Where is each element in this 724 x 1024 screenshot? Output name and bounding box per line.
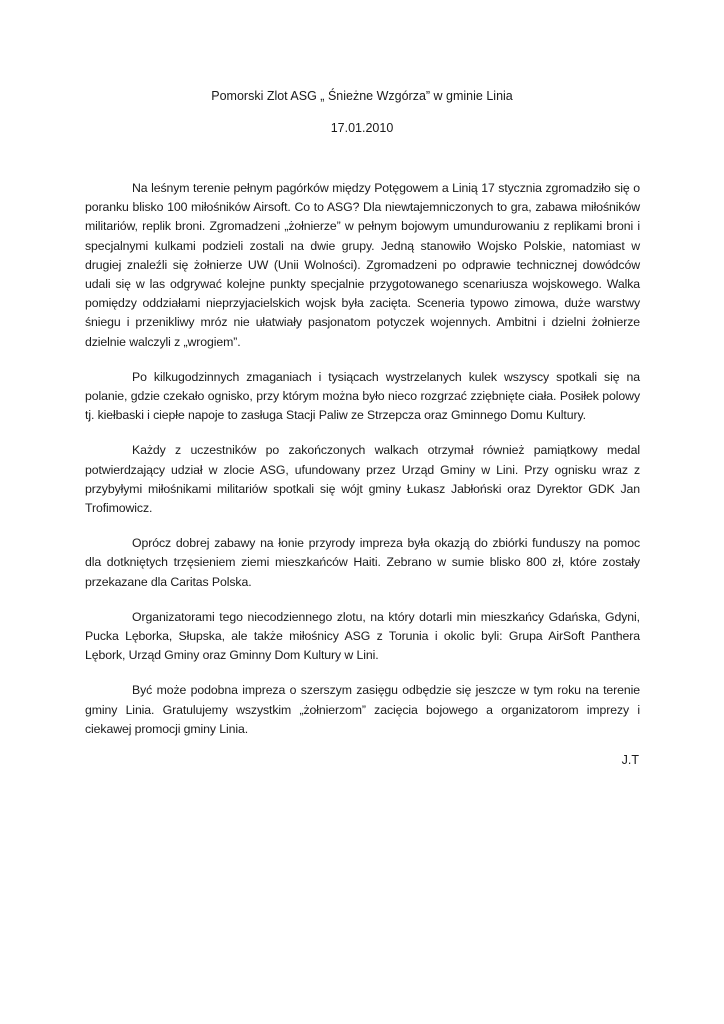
paragraph-medals: Każdy z uczestników po zakończonych walkach otrzymał również pamiątkowy medal potwierdzający udział w zlocie ASG, ufundowany przez Urząd Gminy w Lini. Przy ognisku wraz z przybyłymi miłośnikami militariów spotkali się wójt gminy Łukasz Jabłoński oraz Dyrektor GDK Jan Trofimowicz. xyxy=(85,443,640,516)
document-body xyxy=(85,179,640,755)
paragraph-campfire: Po kilkugodzinnych zmaganiach i tysiącach wystrzelanych kulek wszyscy spotkali się na polanie, gdzie czekało ognisko, przy którym można było nieco rozgrzać zziębnięte ciała. Posiłek polowy tj. kiełbaski i ciepłe napoje to zasługa Stacji Paliw ze Strzepcza oraz Gminnego Domu Kultury. xyxy=(85,369,640,423)
paragraph-fundraising: Oprócz dobrej zabawy na łonie przyrody impreza była okazją do zbiórki funduszy na pomoc dla dotkniętych trzęsieniem ziemi mieszkańców Haiti. Zebrano w sumie blisko 800 zł, które zostały przekazane dla Caritas Polska. xyxy=(85,536,640,589)
document-date: 17.01.2010 xyxy=(330,121,394,135)
paragraph-organizers: Organizatorami tego niecodziennego zlotu, na który dotarli min mieszkańcy Gdańska, Gdyni, Pucka Lęborka, Słupska, ale także miłośnicy ASG z Torunia i okolic byli: Grupa AirSoft Panthera Lębork, Urząd Gminy oraz Gminny Dom Kultury w Lini. xyxy=(85,609,640,663)
document-title: Pomorski Zlot ASG „ Śnieżne Wzgórza” w gminie Linia xyxy=(211,89,513,103)
paragraph-event-description: Na leśnym terenie pełnym pagórków między Potęgowem a Linią 17 stycznia zgromadziło się o poranku blisko 100 miłośników Airsoft. Co to ASG? Dla niewtajemniczonych to gra, zabawa miłośników militariów, replik broni. Zgromadzeni „żołnierze” w pełnym bojowym umundurowaniu z replikami broni i specjalnymi kulkami podzieli zostali na dwie grupy. Jedną stanowiło Wojsko Polskie, natomiast w drugiej znaleźli się żołnierze UW (Unii Wolności). Zgromadzeni po odprawie technicznej dowódców udali się w las odgrywać kolejne punkty specjalnie przygotowanego scenariusza wojskowego. Walka pomiędzy oddziałami nieprzyjacielskich wojsk była zacięta. Sceneria typowo zimowa, duże warstwy śniegu i przenikliwy mróz nie ułatwiały pasjonatom potyczek wojennych. Ambitni i dzielni żołnierze dzielnie walczyli z „wrogiem”. xyxy=(85,181,640,349)
paragraph-closing: Być może podobna impreza o szerszym zasięgu odbędzie się jeszcze w tym roku na terenie gminy Linia. Gratulujemy wszystkim „żołnierzom” zacięcia bojowego a organizatorom imprezy i ciekawej promocji gminy Linia. xyxy=(85,683,640,736)
author-signature: J.T xyxy=(621,753,639,767)
